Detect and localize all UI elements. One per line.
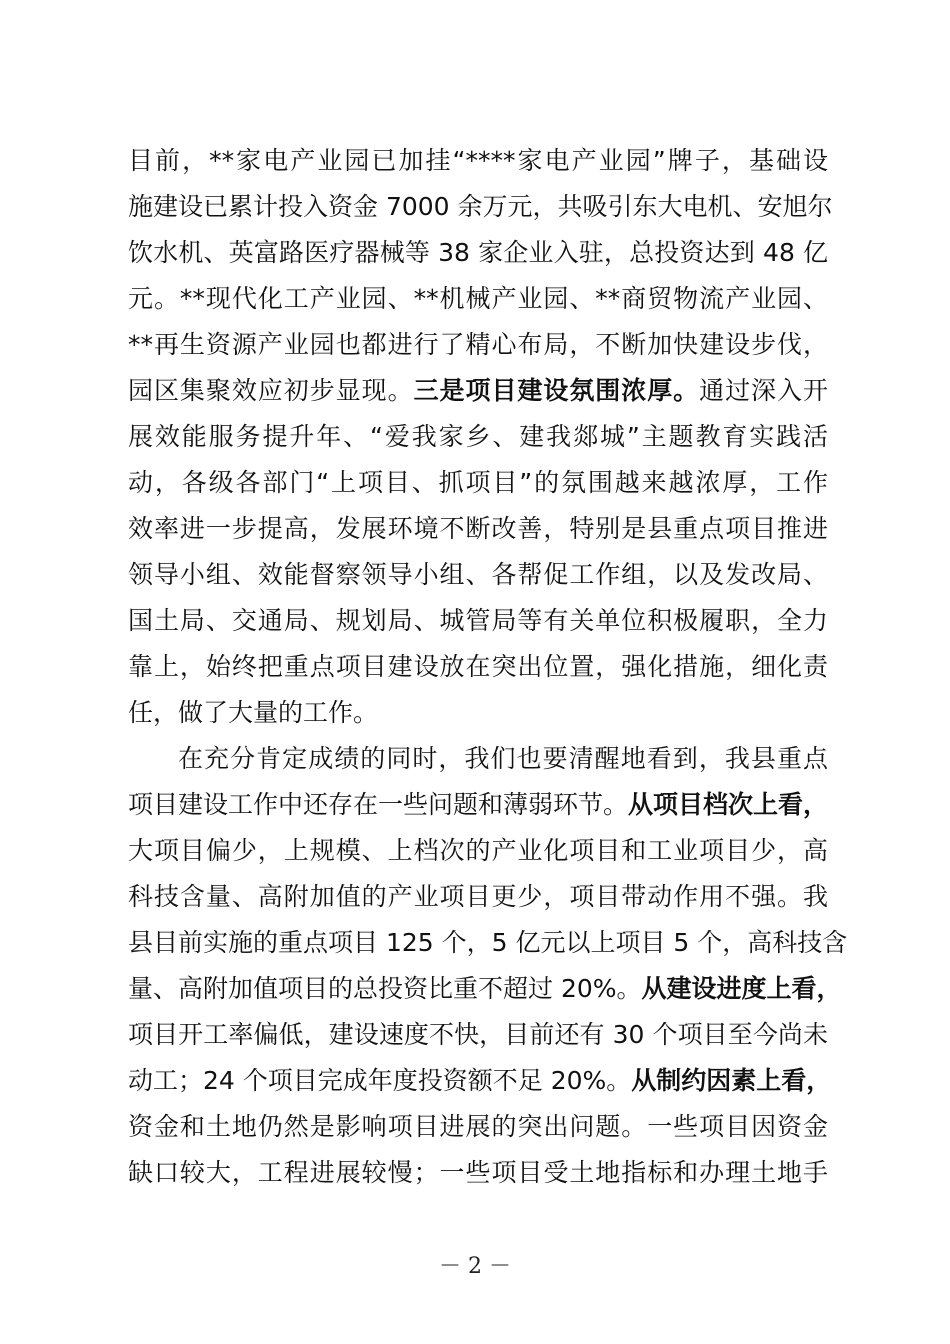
bold-heading-constraints: 从制约因素上看，: [631, 1066, 832, 1095]
text-line: 缺口较大，工程进展较慢；一些项目受土地指标和办理土地手: [128, 1158, 828, 1187]
text-line: 任，做了大量的工作。: [128, 698, 379, 727]
text-run: 动工；24 个项目完成年度投资额不足 20%。: [128, 1066, 632, 1095]
page-number: － 2 －: [439, 1254, 511, 1279]
text-line: 县目前实施的重点项目 125 个，5 亿元以上项目 5 个，高科技含: [128, 928, 848, 957]
text-line: 在充分肯定成绩的同时，我们也要清醒地看到，我县重点: [178, 744, 828, 773]
text-run: 园区集聚效应初步显现。: [128, 376, 414, 405]
text-line: 资金和土地仍然是影响项目进展的突出问题。一些项目因资金: [128, 1112, 828, 1141]
text-line: 科技含量、高附加值的产业项目更少，项目带动作用不强。我: [128, 882, 828, 911]
text-line: 项目开工率偏低，建设速度不快，目前还有 30 个项目至今尚未: [128, 1020, 828, 1049]
text-line: 大项目偏少，上规模、上档次的产业化项目和工业项目少，高: [128, 836, 828, 865]
text-line: 靠上，始终把重点项目建设放在突出位置，强化措施，细化责: [128, 652, 828, 681]
bold-heading-three: 三是项目建设氛围浓厚。: [413, 376, 700, 405]
bold-heading-progress: 从建设进度上看，: [641, 974, 842, 1003]
text-line: 饮水机、英富路医疗器械等 38 家企业入驻，总投资达到 48 亿: [128, 238, 828, 267]
bold-heading-project-level: 从项目档次上看，: [628, 790, 829, 819]
text-line: 效率进一步提高，发展环境不断改善，特别是县重点项目推进: [128, 514, 828, 543]
text-line: 展效能服务提升年、“爱我家乡、建我郯城”主题教育实践活: [128, 422, 828, 451]
text-line: [128, 1058, 832, 1104]
text-line: 施建设已累计投入资金 7000 余万元，共吸引东大电机、安旭尔: [128, 192, 833, 221]
text-line: [128, 368, 828, 414]
body-text: [128, 138, 848, 1196]
paragraph-achievements: [128, 138, 833, 736]
text-line: [128, 782, 828, 828]
text-line: 国土局、交通局、规划局、城管局等有关单位积极履职，全力: [128, 606, 828, 635]
text-run: 通过深入开: [699, 376, 828, 405]
paragraph-problems: [128, 736, 848, 1196]
text-run: 项目建设工作中还存在一些问题和薄弱环节。: [128, 790, 629, 819]
text-run: 量、高附加值项目的总投资比重不超过 20%。: [128, 974, 642, 1003]
text-line: 元。**现代化工产业园、**机械产业园、**商贸物流产业园、: [128, 284, 828, 313]
text-line: 动，各级各部门“上项目、抓项目”的氛围越来越浓厚，工作: [128, 468, 828, 497]
text-line: 目前，**家电产业园已加挂“****家电产业园”牌子，基础设: [128, 146, 828, 175]
text-line: **再生资源产业园也都进行了精心布局，不断加快建设步伐，: [128, 330, 828, 359]
text-line: 领导小组、效能督察领导小组、各帮促工作组，以及发改局、: [128, 560, 828, 589]
text-line: [128, 966, 842, 1012]
